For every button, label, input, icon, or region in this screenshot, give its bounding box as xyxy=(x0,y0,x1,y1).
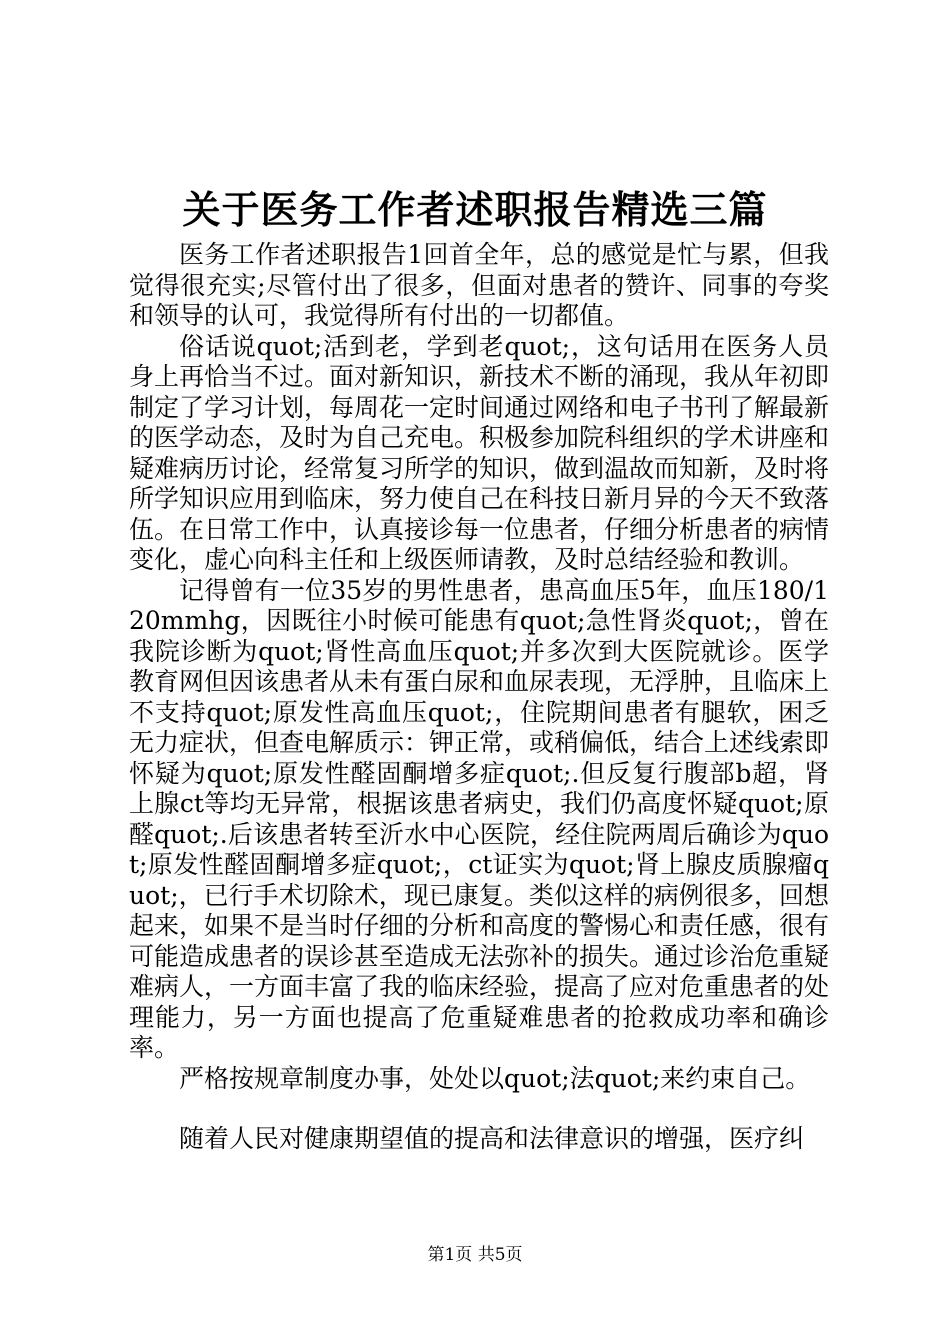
paragraph: 记得曾有一位35岁的男性患者，患高血压5年，血压180/120mmhg，因既往小时候可能患有quot;急性肾炎quot;，曾在我院诊断为quot;肾性高血压quot;并多次到大医院就诊。医学教育网但因该患者从未有蛋白尿和血尿表现，无浮肿，且临床上不支持quot;原发性高血压quot;，住院期间患者有腿软，困乏无力症状，但查电解质示：钾正常，或稍偏低，结合上述线索即怀疑为quot;原发性醛固酮增多症quot;.但反复行腹部b超，肾上腺ct等均无异常，根据该患者病史，我们仍高度怀疑quot;原醛quot;.后该患者转至沂水中心医院，经住院两周后确诊为quot;原发性醛固酮增多症quot;，ct证实为quot;肾上腺皮质腺瘤quot;，已行手术切除术，现已康复。类似这样的病例很多，回想起来，如果不是当时仔细的分析和高度的警惕心和责任感，很有可能造成患者的误诊甚至造成无法弥补的损失。通过诊治危重疑难病人，一方面丰富了我的临床经验，提高了应对危重患者的处理能力，另一方面也提高了危重疑难患者的抢救成功率和确诊率。 xyxy=(129,575,830,1062)
page-number-footer: 第1页 共5页 xyxy=(427,1245,523,1265)
paragraph: 严格按规章制度办事，处处以quot;法quot;来约束自己。 xyxy=(179,1063,811,1093)
document-title: 关于医务工作者述职报告精选三篇 xyxy=(182,187,768,232)
paragraph: 随着人民对健康期望值的提高和法律意识的增强，医疗纠 xyxy=(179,1124,805,1153)
paragraph: 医务工作者述职报告1回首全年，总的感觉是忙与累，但我觉得很充实;尽管付出了很多，但面对患者的赞许、同事的夸奖和领导的认可，我觉得所有付出的一切都值。 xyxy=(129,240,829,330)
paragraph: 俗话说quot;活到老，学到老quot;，这句话用在医务人员身上再恰当不过。面对新知识，新技术不断的涌现，我从年初即制定了学习计划，每周花一定时间通过网络和电子书刊了解最新的医学动态，及时为自己充电。积极参加院科组织的学术讲座和疑难病历讨论，经常复习所学的知识，做到温故而知新，及时将所学知识应用到临床，努力使自己在科技日新月异的今天不致落伍。在日常工作中，认真接诊每一位患者，仔细分析患者的病情变化，虚心向科主任和上级医师请教，及时总结经验和教训。 xyxy=(129,331,830,574)
document-body xyxy=(129,240,829,1155)
